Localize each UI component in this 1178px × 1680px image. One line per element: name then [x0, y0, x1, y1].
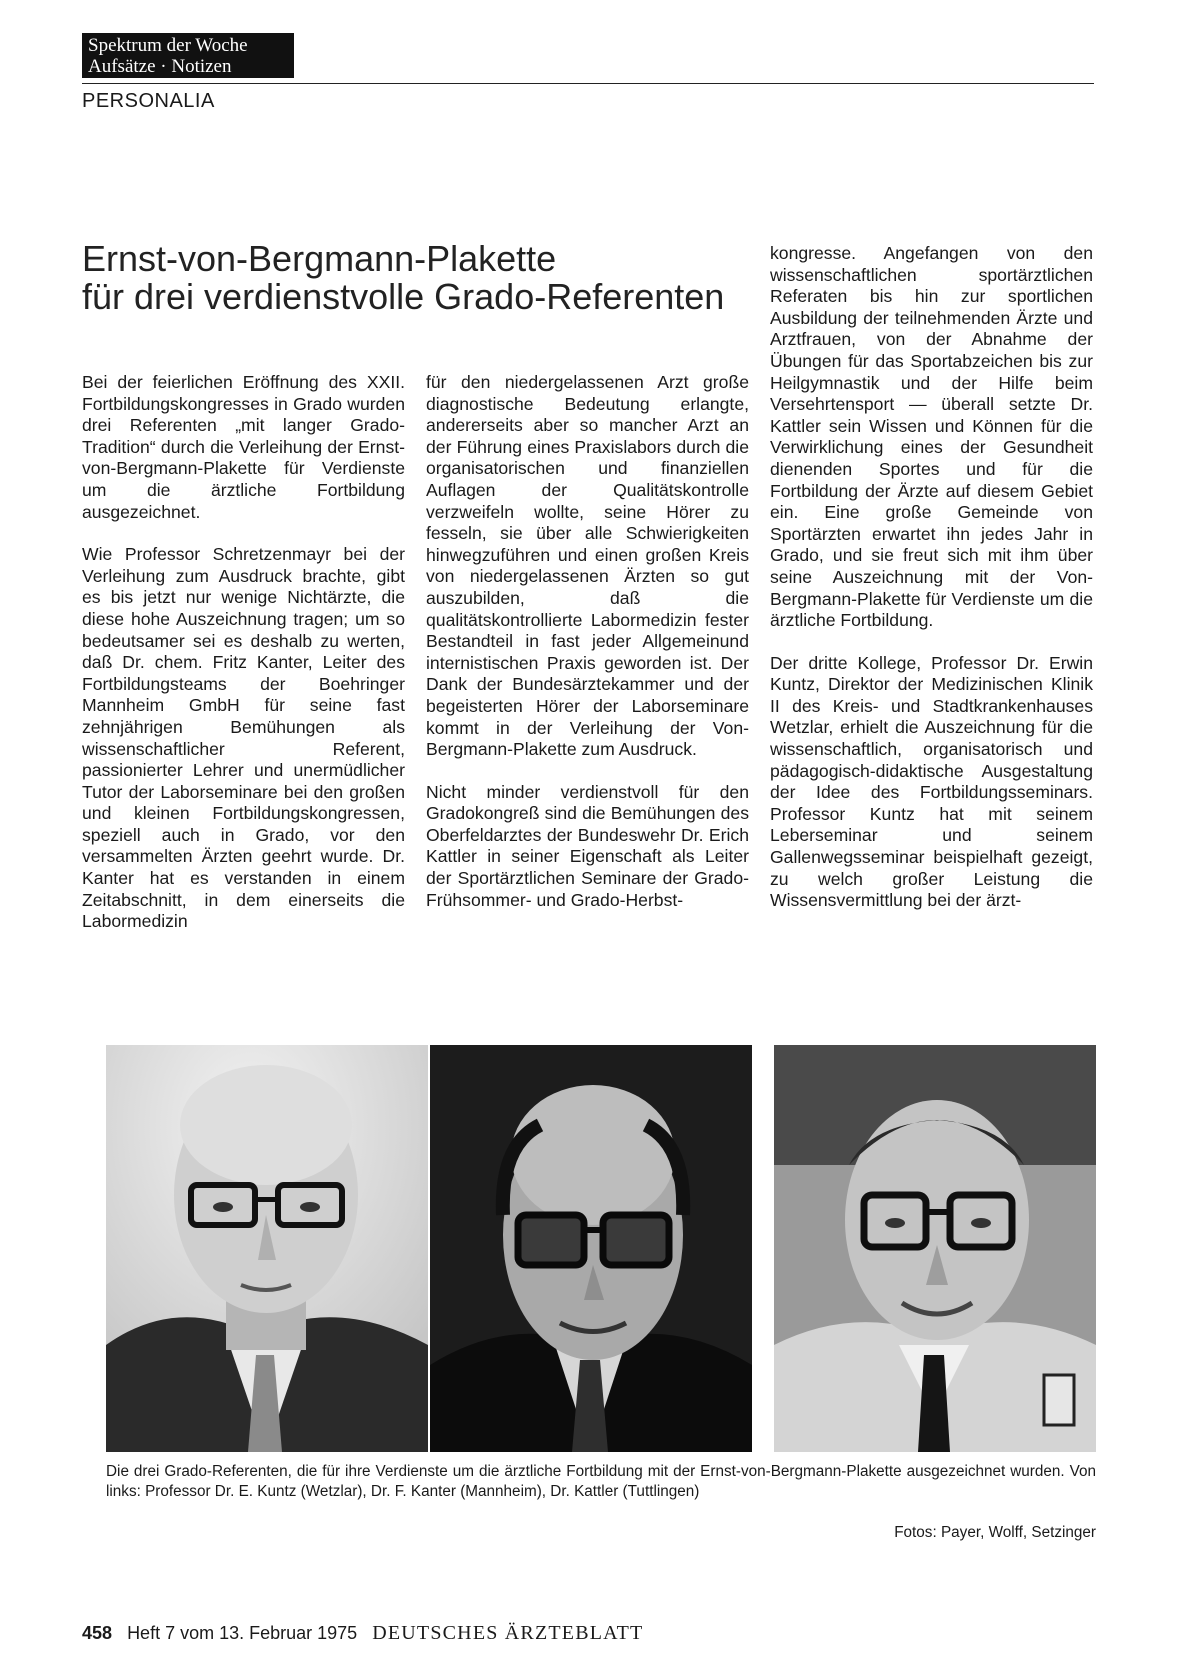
journal-name: DEUTSCHES ÄRZTEBLATT — [372, 1622, 644, 1644]
section-header-line1: Spektrum der Woche — [88, 35, 248, 56]
section-header-box — [82, 33, 294, 78]
section-header-line2: Aufsätze · Notizen — [88, 56, 232, 77]
portrait-photo-kanter — [430, 1045, 752, 1452]
header-divider — [82, 83, 1094, 84]
paragraph: Nicht minder verdienstvoll für den Gradokongreß sind die Bemühungen des Oberfeldarztes der Bundeswehr Dr. Erich Kattler in seiner Eigenschaft als Leiter der Sportärztlichen Seminare der Grado-Frühsommer- und Grado-Herbst- — [426, 781, 749, 910]
text-column-3 — [770, 243, 1093, 933]
category-label: PERSONALIA — [82, 90, 215, 112]
paragraph: kongresse. Angefangen von den wissenschaftlichen sportärztlichen Referaten bis hin zur sportlichen Ausbildung der teilnehmenden Ärzte und Arztfrauen, von der Abnahme der Übungen für das Sportabzeichen bis zur Heilgymnastik und der Hilfe beim Versehrtensport — überall setzte Dr. Kattler sein Wissen und Können für die Verwirklichung eines der Gesundheit dienenden Sportes und für die Fortbildung der Ärzte auf diesem Gebiet ein. Eine große Gemeinde von Sportärzten erwartet ihn jedes Jahr in Grado, und sie freut sich mit ihm über seine Auszeichnung mit der Von-Bergmann-Plakette für Verdienste um die ärztliche Fortbildung. — [770, 243, 1093, 631]
paragraph: für den niedergelassenen Arzt große diagnostische Bedeutung erlangte, andererseits aber so mancher Arzt an der Führung eines Praxislabors durch die organisatorischen und finanziellen Auflagen der Qualitätskontrolle verzweifeln wollte, seine Hörer zu fesseln, sie über alle Schwierigkeiten hinwegzuführen und einen großen Kreis von niedergelassenen Ärzten so gut auszubilden, daß die qualitätskontrollierte Labormedizin fester Bestandteil in fast jeder Allgemeinund internistischen Praxis geworden ist. Der Dank der Bundesärztekammer und der begeisterten Hörer der Laborseminare kommt in der Verleihung der Von-Bergmann-Plakette zum Ausdruck. — [426, 372, 749, 760]
page-number: 458 — [82, 1623, 113, 1643]
issue-info: Heft 7 vom 13. Februar 1975 — [127, 1623, 358, 1643]
text-column-2 — [426, 372, 749, 932]
portrait-photo-kuntz — [106, 1045, 428, 1452]
photo-credits: Fotos: Payer, Wolff, Setzinger — [894, 1524, 1096, 1541]
page-footer — [82, 1622, 643, 1645]
paragraph: Bei der feierlichen Eröffnung des XXII. Fortbildungskongresses in Grado wurden drei Referenten „mit langer Grado-Tradition“ durch die Verleihung der Ernst-von-Bergmann-Plakette für Verdienste um die ärztliche Fortbildung ausgezeichnet. — [82, 372, 405, 522]
article-title-line2: für drei verdienstvolle Grado-Referenten — [82, 276, 725, 317]
text-column-1 — [82, 372, 405, 954]
paragraph: Wie Professor Schretzenmayr bei der Verleihung zum Ausdruck brachte, gibt es bis jetzt nur wenige Nichtärzte, die diese hohe Auszeichnung tragen; um so bedeutsamer sei es deshalb zu werten, daß Dr. chem. Fritz Kanter, Leiter des Fortbildungsteams der Boehringer Mannheim GmbH für seine fast zehnjährigen Bemühungen als wissenschaftlicher Referent, passionierter Lehrer und unermüdlicher Tutor der Laborseminare bei den großen und kleinen Fortbildungskongressen, speziell auch in Grado, vor den versammelten Ärzten geehrt wurde. Dr. Kanter hat es verstanden in einem Zeitabschnitt, in dem einerseits die Labormedizin — [82, 544, 405, 932]
portrait-photo-kattler — [774, 1045, 1096, 1452]
paragraph: Der dritte Kollege, Professor Dr. Erwin Kuntz, Direktor der Medizinischen Klinik II des Kreis- und Stadtkrankenhauses Wetzlar, erhielt die Auszeichnung für die wissenschaftlich, organisatorisch und pädagogisch-didaktische Ausgestaltung der Idee des Fortbildungsseminars. Professor Kuntz hat mit seinem Leberseminar und seinem Gallenwegsseminar beispielhaft gezeigt, zu welch großer Leistung die Wissensvermittlung bei der ärzt- — [770, 652, 1093, 911]
photo-caption: Die drei Grado-Referenten, die für ihre Verdienste um die ärztliche Fortbildung mit der Ernst-von-Bergmann-Plakette ausgezeichnet wurden. Von links: Professor Dr. E. Kuntz (Wetzlar), Dr. F. Kanter (Mannheim), Dr. Kattler (Tuttlingen) — [106, 1463, 1096, 1500]
article-title-line1: Ernst-von-Bergmann-Plakette — [82, 238, 557, 279]
article-title — [82, 240, 762, 316]
